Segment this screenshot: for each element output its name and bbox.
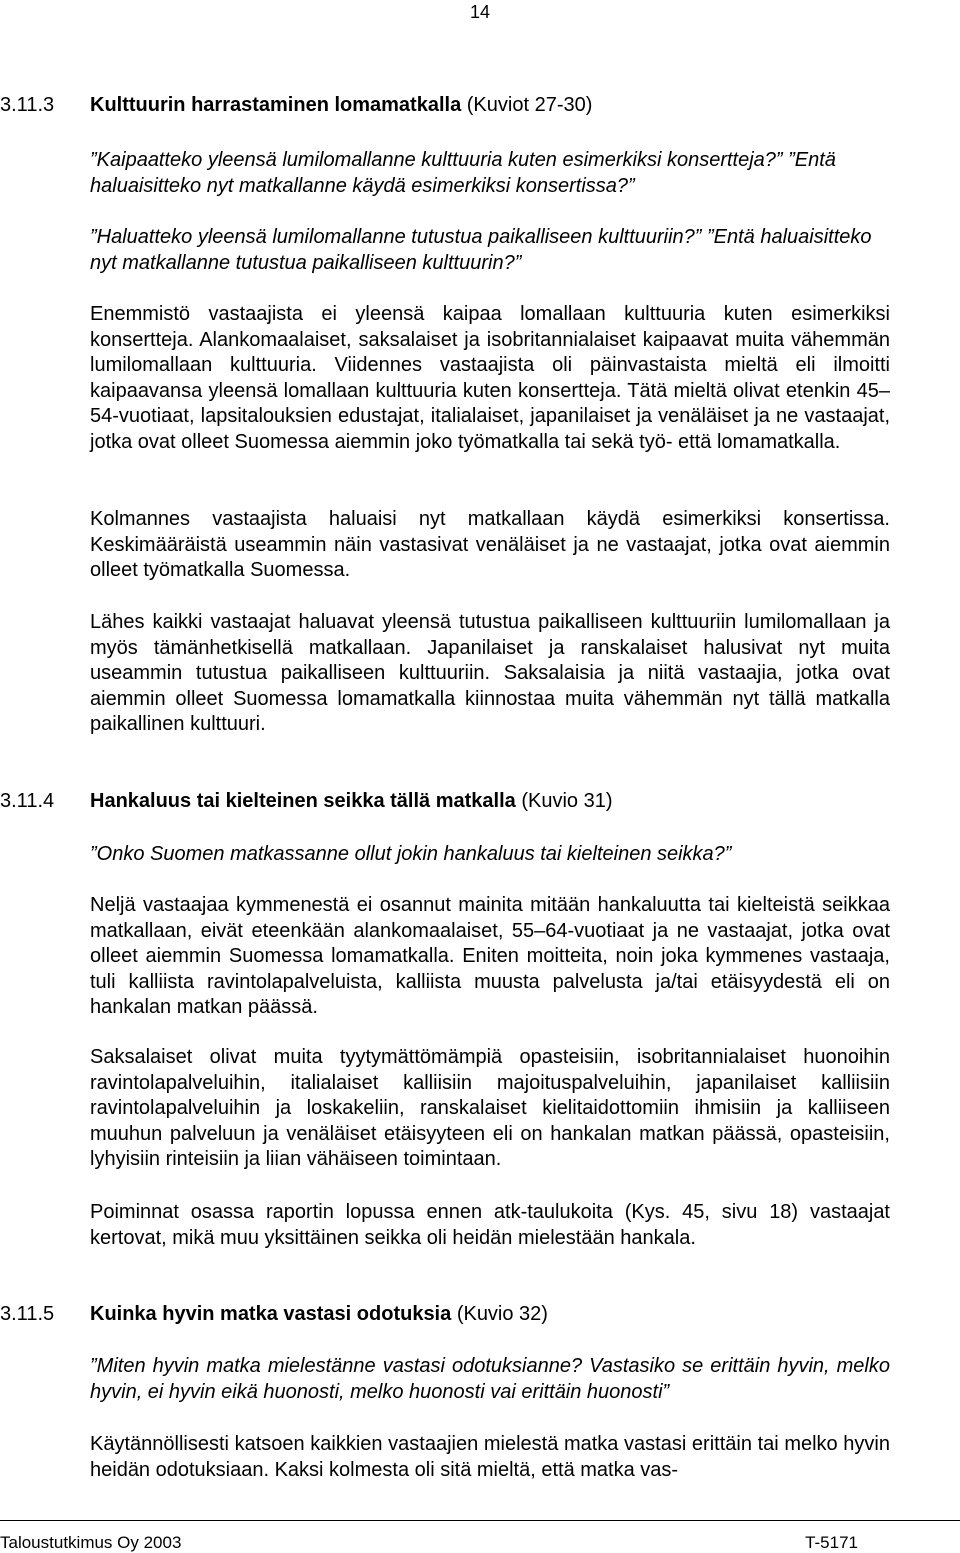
section-title: Kuinka hyvin matka vastasi odotuksia bbox=[90, 1303, 452, 1325]
question: ”Haluatteko yleensä lumilomallanne tutustua paikalliseen kulttuuriin?” ”Entä haluaisitteko nyt matkallanne tutustua paikalliseen kulttuurin?” bbox=[90, 226, 872, 274]
paragraph: Poiminnat osassa raportin lopussa ennen atk-taulukoita (Kys. 45, sivu 18) vastaajat kertovat, mikä muu yksittäinen seikka oli heidän mielestään hankala. bbox=[90, 1201, 890, 1249]
page-number: 14 bbox=[469, 2, 491, 22]
paragraph: Enemmistö vastaajista ei yleensä kaipaa lomallaan kulttuuria kuten esimerkiksi konsertteja. Alankomaalaiset, saksalaiset ja isobritannialaiset kaipaavat muita vähemmän lumilomallaan kulttuuria. Viidennes vastaajista oli päinvastaista mieltä eli ilmoitti kaipaavansa yleensä lomallaan kulttuuria kuten konsertteja. Tätä mieltä olivat etenkin 45‒54-vuotiaat, lapsitalouksien edustajat, italialaiset, japanilaiset ja venäläiset ja ne vastaajat, jotka ovat olleet Suomessa aiemmin joko työmatkalla tai sekä työ- että lomamatkalla. bbox=[90, 303, 890, 453]
paragraph: Lähes kaikki vastaajat haluavat yleensä tutustua paikalliseen kulttuuriin lumilomallaan ja myös tämänhetkisellä matkallaan. Japanilaiset ja ranskalaiset halusivat nyt muita useammin tutustua paikalliseen kulttuuriin. Saksalaisia ja niitä vastaajia, jotka ovat aiemmin olleet Suomessa lomamatkalla kiinnostaa muita vähemmän nyt tällä matkalla paikallinen kulttuuri. bbox=[90, 611, 890, 735]
section-number: 3.11.3 bbox=[0, 94, 55, 116]
page-footer bbox=[0, 1520, 960, 1553]
section-ref: (Kuvio 31) bbox=[521, 790, 613, 812]
section-title: Kulttuurin harrastaminen lomamatkalla bbox=[90, 94, 462, 116]
section-heading-3-11-5 bbox=[0, 1303, 548, 1326]
question: ”Kaipaatteko yleensä lumilomallanne kulttuuria kuten esimerkiksi konsertteja?” ”Entä haluaisitteko nyt matkallanne käydä esimerkiksi konsertissa?” bbox=[90, 149, 836, 197]
footer-report-code: T-5171 bbox=[805, 1533, 858, 1552]
section-ref: (Kuvio 32) bbox=[456, 1303, 548, 1325]
section-heading-3-11-4 bbox=[0, 790, 612, 813]
section-title: Hankaluus tai kielteinen seikka tällä matkalla bbox=[90, 790, 516, 812]
section-number: 3.11.4 bbox=[0, 790, 55, 812]
section-heading-3-11-3 bbox=[0, 94, 592, 117]
paragraph: Käytännöllisesti katsoen kaikkien vastaajien mielestä matka vastasi erittäin tai melko hyvin heidän odotuksiaan. Kaksi kolmesta oli sitä mieltä, että matka vas- bbox=[90, 1433, 890, 1481]
footer-company: Taloustutkimus Oy 2003 bbox=[0, 1533, 182, 1552]
question: ”Onko Suomen matkassanne ollut jokin hankaluus tai kielteinen seikka?” bbox=[90, 843, 732, 865]
section-number: 3.11.5 bbox=[0, 1303, 55, 1325]
paragraph: Kolmannes vastaajista haluaisi nyt matkallaan käydä esimerkiksi konsertissa. Keskimääräistä useammin näin vastasivat venäläiset ja ne vastaajat, jotka ovat aiemmin olleet työmatkalla Suomessa. bbox=[90, 508, 890, 581]
section-ref: (Kuviot 27-30) bbox=[466, 94, 593, 116]
paragraph: Neljä vastaajaa kymmenestä ei osannut mainita mitään hankaluutta tai kielteistä seikkaa matkallaan, eivät eteenkään alankomaalaiset, 55‒64-vuotiaat ja ne vastaajat, jotka ovat olleet aiemmin Suomessa lomamatkalla. Eniten moitteita, noin joka kymmenes vastaaja, tuli kalliista ravintolapalveluista, kalliista muusta palvelusta ja/tai etäisyydestä eli on hankalan matkan päässä. bbox=[90, 894, 890, 1018]
question: ”Miten hyvin matka mielestänne vastasi odotuksianne? Vastasiko se erittäin hyvin, melko hyvin, ei hyvin eikä huonosti, melko huonosti vai erittäin huonosti” bbox=[90, 1355, 890, 1403]
paragraph: Saksalaiset olivat muita tyytymättömämpiä opasteisiin, isobritannialaiset huonoihin ravintolapalveluihin, italialaiset kalliisiin majoituspalveluihin, japanilaiset kalliisiin ravintolapalveluihin ja loskakeliin, ranskalaiset kielitaidottomiin ihmisiin ja kalliiseen muuhun palveluun ja venäläiset etäisyyteen eli on hankalan matkan päässä, opasteisiin, lyhyisiin rinteisiin ja liian vähäiseen toimintaan. bbox=[90, 1046, 890, 1170]
